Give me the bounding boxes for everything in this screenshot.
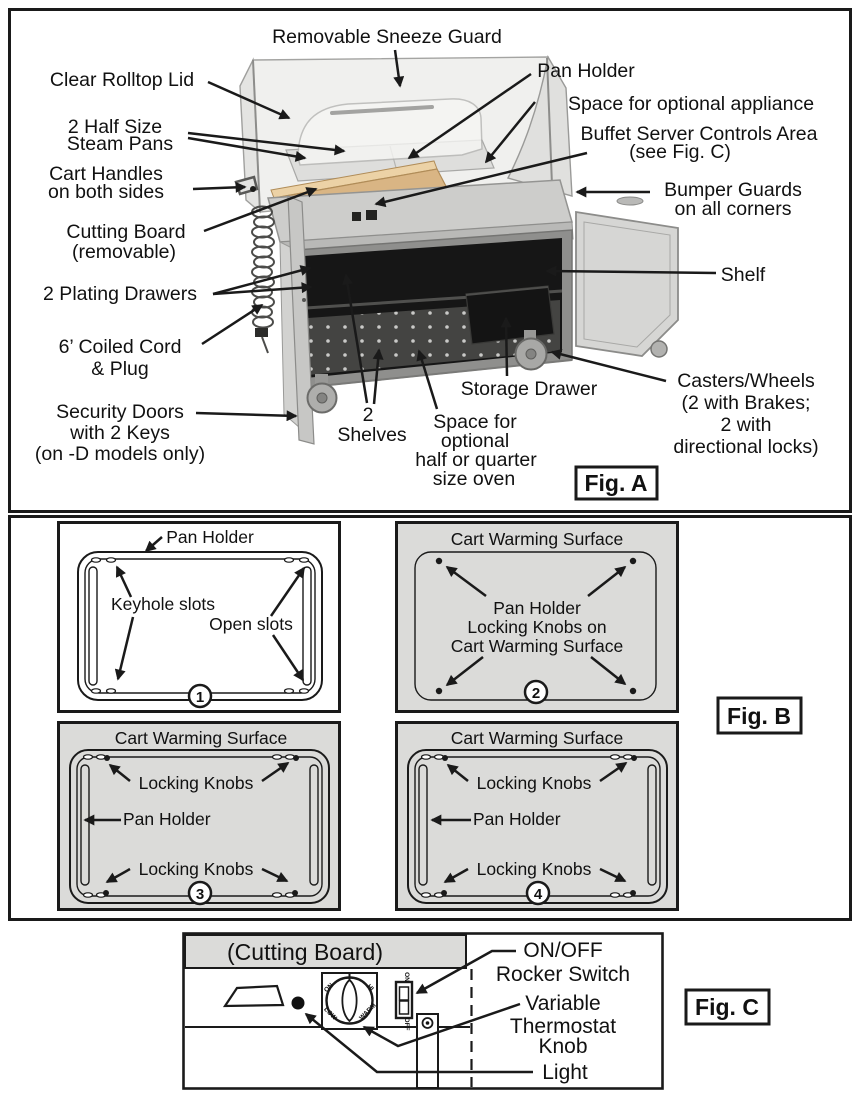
label-pan-holder-3: Pan Holder bbox=[123, 809, 211, 829]
svg-text:4: 4 bbox=[533, 886, 543, 903]
svg-text:half or quarter: half or quarter bbox=[415, 449, 537, 471]
svg-text:on all corners: on all corners bbox=[674, 198, 792, 220]
svg-text:WARM: WARM bbox=[358, 1002, 378, 1022]
control-knob-icon bbox=[352, 212, 361, 221]
fig-c-panel bbox=[184, 934, 770, 1089]
svg-text:Cart Warming Surface: Cart Warming Surface bbox=[450, 636, 624, 656]
svg-text:1: 1 bbox=[195, 689, 205, 706]
svg-text:(2 with Brakes;: (2 with Brakes; bbox=[681, 392, 811, 414]
label-security-doors: Security Doors bbox=[56, 401, 184, 423]
indicator-light-icon bbox=[292, 997, 305, 1010]
label-pan-holder-1: Pan Holder bbox=[166, 527, 254, 547]
svg-text:2: 2 bbox=[531, 685, 541, 702]
svg-text:optional: optional bbox=[440, 430, 510, 452]
label-locking-knobs-top-4: Locking Knobs bbox=[476, 773, 592, 793]
svg-text:Locking Knobs on: Locking Knobs on bbox=[467, 617, 607, 637]
svg-text:Steam Pans: Steam Pans bbox=[66, 133, 174, 155]
label-storage-drawer: Storage Drawer bbox=[460, 378, 598, 400]
label-sneeze-guard: Removable Sneeze Guard bbox=[272, 26, 502, 48]
svg-text:Fig. C: Fig. C bbox=[695, 994, 759, 1020]
svg-text:2 with: 2 with bbox=[720, 414, 772, 436]
label-light: Light bbox=[542, 1061, 588, 1084]
fig-b-diagram-3 bbox=[59, 723, 340, 910]
cart-photo bbox=[236, 57, 678, 444]
label-locking-knobs-bottom-4: Locking Knobs bbox=[476, 859, 592, 879]
cart-handle bbox=[236, 177, 257, 194]
fig-a-panel bbox=[10, 10, 851, 512]
label-appliance-space: Space for optional appliance bbox=[567, 93, 815, 115]
label-pan-holder: Pan Holder bbox=[537, 60, 635, 82]
label-warming-surface-4: Cart Warming Surface bbox=[450, 728, 624, 748]
svg-text:on both sides: on both sides bbox=[47, 181, 165, 203]
svg-text:with 2 Keys: with 2 Keys bbox=[70, 422, 170, 444]
svg-text:(removable): (removable) bbox=[71, 241, 177, 263]
svg-text:& Plug: & Plug bbox=[91, 358, 149, 380]
label-cart-handles: Cart Handles bbox=[49, 163, 163, 185]
label-cutting-board: Cutting Board bbox=[66, 221, 186, 243]
label-plating-drawers: 2 Plating Drawers bbox=[43, 283, 197, 305]
label-cutting-board-header: (Cutting Board) bbox=[227, 939, 383, 965]
label-bumper-guards: Bumper Guards bbox=[664, 179, 802, 201]
svg-text:(see Fig. C): (see Fig. C) bbox=[629, 141, 731, 163]
label-rocker-switch: ON/OFF bbox=[523, 939, 603, 962]
thermostat-knob-icon bbox=[322, 973, 378, 1029]
label-steam-pans: 2 Half Size bbox=[67, 116, 163, 138]
svg-text:OFF: OFF bbox=[403, 1017, 410, 1031]
label-warming-surface-2: Cart Warming Surface bbox=[450, 529, 624, 549]
label-locking-knobs-bottom-3: Locking Knobs bbox=[138, 859, 254, 879]
label-oven-space: Space for bbox=[433, 411, 517, 433]
label-controls-area: Buffet Server Controls Area bbox=[580, 123, 818, 145]
label-keyhole-slots: Keyhole slots bbox=[110, 594, 216, 614]
label-casters: Casters/Wheels bbox=[677, 370, 815, 392]
label-locking-knobs-center: Pan Holder bbox=[493, 598, 581, 618]
label-open-slots: Open slots bbox=[209, 614, 293, 634]
svg-text:3: 3 bbox=[195, 886, 205, 903]
label-thermostat: Variable bbox=[525, 992, 601, 1015]
fig-b-diagram-2 bbox=[397, 523, 678, 712]
svg-text:ON: ON bbox=[403, 972, 410, 982]
open-door bbox=[576, 212, 678, 357]
label-pan-holder-4: Pan Holder bbox=[473, 809, 561, 829]
svg-text:Thermostat: Thermostat bbox=[509, 1015, 617, 1038]
svg-text:size oven: size oven bbox=[432, 468, 516, 490]
svg-text:LOW: LOW bbox=[322, 1006, 338, 1022]
arrow-storage-drawer bbox=[506, 318, 507, 376]
svg-text:ON: ON bbox=[323, 982, 335, 994]
control-switch-icon bbox=[366, 210, 377, 220]
fig-b-diagram-4 bbox=[397, 723, 678, 910]
cord-post bbox=[417, 1014, 438, 1088]
arrow-security-doors bbox=[196, 413, 296, 416]
svg-text:Fig. B: Fig. B bbox=[727, 703, 791, 729]
svg-text:Fig. A: Fig. A bbox=[584, 470, 648, 496]
fig-c-tag bbox=[686, 990, 769, 1024]
fig-b-tag bbox=[718, 698, 801, 733]
label-warming-surface-3: Cart Warming Surface bbox=[114, 728, 288, 748]
label-rolltop-lid: Clear Rolltop Lid bbox=[49, 69, 195, 91]
label-shelves: 2 bbox=[362, 404, 374, 426]
arrow-casters bbox=[552, 352, 666, 381]
svg-text:HI: HI bbox=[365, 983, 375, 993]
label-shelf: Shelf bbox=[720, 264, 766, 286]
fig-a-tag bbox=[576, 467, 657, 499]
svg-text:Shelves: Shelves bbox=[337, 424, 407, 446]
svg-text:(on -D models only): (on -D models only) bbox=[34, 443, 206, 465]
svg-text:Rocker Switch: Rocker Switch bbox=[495, 963, 631, 986]
label-locking-knobs-top-3: Locking Knobs bbox=[138, 773, 254, 793]
fig-b-panel bbox=[10, 517, 851, 920]
svg-text:Knob: Knob bbox=[538, 1035, 588, 1058]
label-coiled-cord: 6’ Coiled Cord bbox=[58, 336, 182, 358]
svg-text:directional locks): directional locks) bbox=[673, 436, 819, 458]
fig-b-diagram-1 bbox=[59, 523, 340, 712]
